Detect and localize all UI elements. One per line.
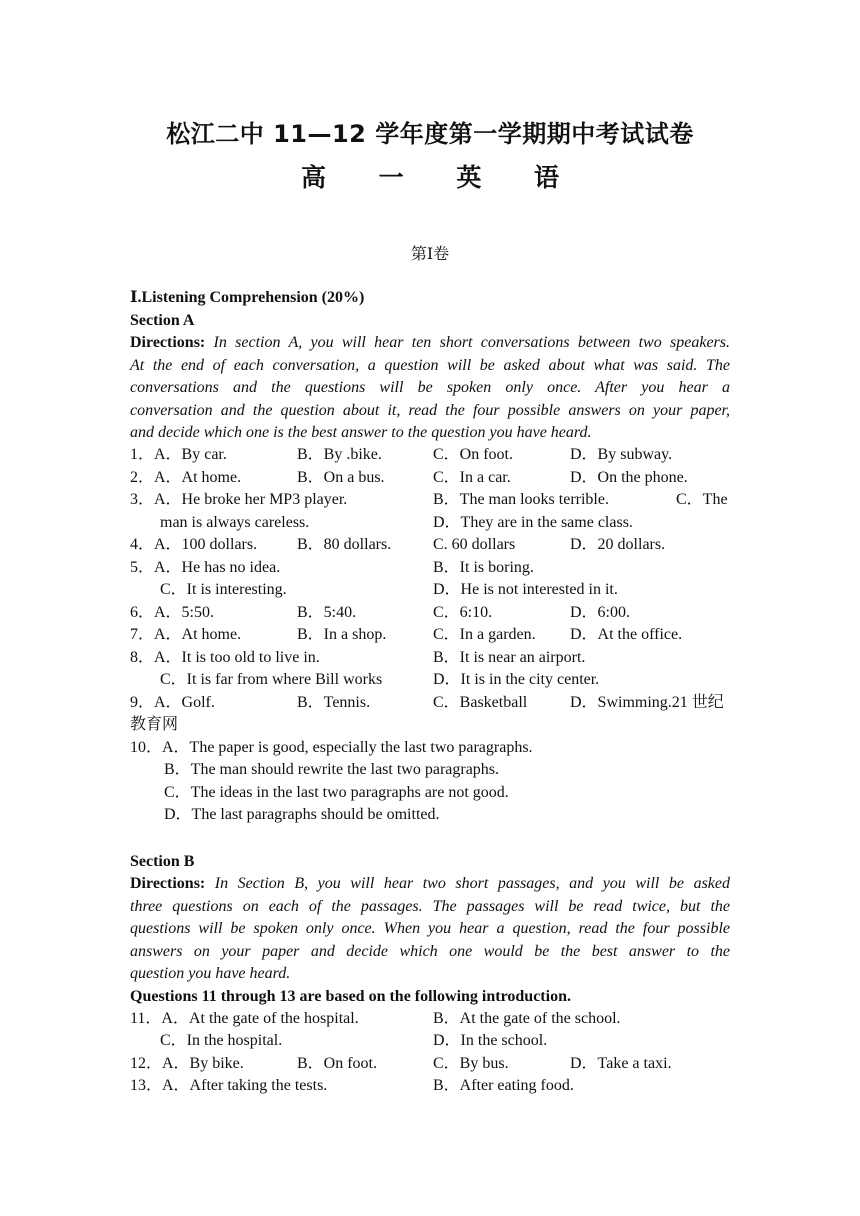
- q12-option-d: D．Take a taxi.: [570, 1055, 672, 1072]
- question-10-d: [130, 804, 730, 827]
- question-11: [130, 1008, 730, 1031]
- q3-option-c: C．The: [676, 491, 728, 508]
- q3-option-b: B．The man looks terrible.: [433, 491, 609, 508]
- section-a-label: Section A: [130, 312, 195, 329]
- question-5: [130, 557, 730, 580]
- q8-option-b: B．It is near an airport.: [433, 649, 586, 666]
- q12-option-b: B．On foot.: [297, 1055, 378, 1072]
- q11-option-d: D．In the school.: [433, 1032, 548, 1049]
- question-3-cont: [130, 512, 730, 535]
- section-b-intro: Questions 11 through 13 are based on the following introduction.: [130, 988, 571, 1005]
- section-b-directions-2: three questions on each of the passages. The passages will be read twice, but the: [130, 898, 730, 915]
- q2-option-b: B．On a bus.: [297, 469, 385, 486]
- q9-option-a: 9．A．Golf.: [130, 694, 215, 711]
- section-b-directions-4: answers on your paper and decide which one would be the best answer to the: [130, 943, 730, 960]
- section-b-label: Section B: [130, 853, 195, 870]
- q9-option-c: C．Basketball: [433, 694, 528, 711]
- q11-option-c: C．In the hospital.: [160, 1032, 283, 1049]
- q4-option-d: D．20 dollars.: [570, 536, 666, 553]
- directions-text-b: In Section B, you will hear two short passages, and you will be asked: [205, 875, 730, 892]
- q13-option-a: 13．A．After taking the tests.: [130, 1077, 328, 1094]
- question-8: [130, 647, 730, 670]
- directions-label: Directions:: [130, 334, 206, 351]
- q8-option-a: 8．A．It is too old to live in.: [130, 649, 320, 666]
- q1-option-c: C．On foot.: [433, 446, 514, 463]
- section-a-directions-1: [130, 332, 730, 355]
- q5-option-d: D．He is not interested in it.: [433, 581, 618, 598]
- q7-option-d: D．At the office.: [570, 626, 683, 643]
- volume-label: 第Ⅰ卷: [410, 246, 450, 263]
- question-10: [130, 737, 730, 760]
- section-b-directions-3: questions will be spoken only once. When you hear a question, read the four possible: [130, 920, 730, 937]
- exam-subject: 高 一 英 语: [300, 163, 582, 192]
- part1-heading: Ⅰ.Listening Comprehension (20%): [130, 289, 365, 306]
- q1-option-d: D．By subway.: [570, 446, 673, 463]
- q6-option-b: B．5:40.: [297, 604, 357, 621]
- q5-option-c: C．It is interesting.: [160, 581, 287, 598]
- q4-option-a: 4．A．100 dollars.: [130, 536, 258, 553]
- q6-option-d: D．6:00.: [570, 604, 631, 621]
- q1-option-a: 1．A．By car.: [130, 446, 227, 463]
- question-8-cont: [130, 669, 730, 692]
- q9-option-b: B．Tennis.: [297, 694, 371, 711]
- q11-option-b: B．At the gate of the school.: [433, 1010, 621, 1027]
- q6-option-c: C．6:10.: [433, 604, 493, 621]
- q10-option-b: B．The man should rewrite the last two paragraphs.: [164, 761, 500, 778]
- q5-option-a: 5．A．He has no idea.: [130, 559, 281, 576]
- question-9: [130, 692, 730, 715]
- question-5-cont: [130, 579, 730, 602]
- question-11-cont: [130, 1030, 730, 1053]
- q1-option-b: B．By .bike.: [297, 446, 382, 463]
- directions-text: In section A, you will hear ten short conversations between two speakers.: [205, 334, 730, 351]
- q7-option-c: C．In a garden.: [433, 626, 536, 643]
- q12-option-a: 12．A．By bike.: [130, 1055, 244, 1072]
- exam-title: 松江二中 11—12 学年度第一学期期中考试试卷: [166, 120, 694, 148]
- q5-option-b: B．It is boring.: [433, 559, 534, 576]
- question-6: [130, 602, 730, 625]
- q2-option-c: C．In a car.: [433, 469, 511, 486]
- q11-option-a: 11．A．At the gate of the hospital.: [130, 1010, 359, 1027]
- q3-option-a: 3．A．He broke her MP3 player.: [130, 491, 348, 508]
- section-a-directions-3: conversations and the questions will be spoken only once. After you hear a: [130, 379, 730, 396]
- section-a-directions-5: and decide which one is the best answer to the question you have heard.: [130, 424, 592, 441]
- q4-option-c: C. 60 dollars: [433, 536, 516, 553]
- question-4: [130, 534, 730, 557]
- q7-option-a: 7．A．At home.: [130, 626, 242, 643]
- q12-option-c: C．By bus.: [433, 1055, 509, 1072]
- section-a-directions-4: conversation and the question about it, read the four possible answers on your paper,: [130, 402, 730, 419]
- question-10-b: [130, 759, 730, 782]
- q3-option-d: D．They are in the same class.: [433, 514, 633, 531]
- q10-option-c: C．The ideas in the last two paragraphs are not good.: [164, 784, 509, 801]
- q13-option-b: B．After eating food.: [433, 1077, 574, 1094]
- section-b-directions-5: question you have heard.: [130, 965, 291, 982]
- question-3: [130, 489, 730, 512]
- q8-option-d: D．It is in the city center.: [433, 671, 600, 688]
- q6-option-a: 6．A．5:50.: [130, 604, 215, 621]
- question-1: [130, 444, 730, 467]
- section-b-directions-1: [130, 873, 730, 896]
- q2-option-a: 2．A．At home.: [130, 469, 242, 486]
- question-7: [130, 624, 730, 647]
- q9-option-d: D．Swimming.21 世纪: [570, 694, 724, 711]
- question-9-cont: 教育网: [130, 716, 179, 733]
- directions-label-b: Directions:: [130, 875, 206, 892]
- question-2: [130, 467, 730, 490]
- q3-option-c-cont: man is always careless.: [160, 514, 310, 531]
- q8-option-c: C．It is far from where Bill works: [160, 671, 383, 688]
- q10-option-d: D．The last paragraphs should be omitted.: [164, 806, 440, 823]
- q4-option-b: B．80 dollars.: [297, 536, 392, 553]
- question-12: [130, 1053, 730, 1076]
- q7-option-b: B．In a shop.: [297, 626, 387, 643]
- q2-option-d: D．On the phone.: [570, 469, 688, 486]
- section-a-directions-2: At the end of each conversation, a question will be asked about what was said. The: [130, 357, 730, 374]
- q10-option-a: 10．A．The paper is good, especially the last two paragraphs.: [130, 739, 533, 756]
- question-13: [130, 1075, 730, 1098]
- question-10-c: [130, 782, 730, 805]
